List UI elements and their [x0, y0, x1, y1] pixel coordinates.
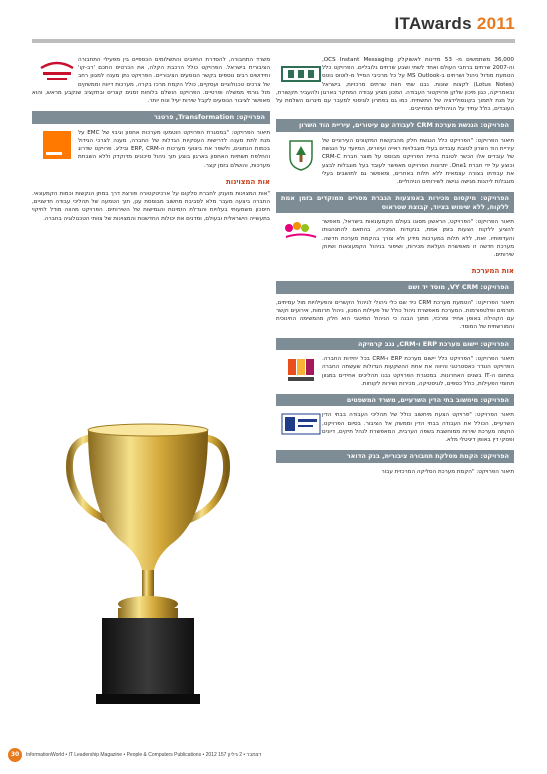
strauss-logo: [283, 220, 319, 242]
justice-ministry-emblem: [281, 413, 321, 435]
system-award-heading: אות המערכת: [471, 267, 514, 276]
section-title-hod-hasharon: הפרויקט: הנגשת מערכת CRM לעבודה עם עיטורים, עיריית הוד השרון: [276, 119, 514, 132]
right-column: [276, 56, 514, 482]
orange-logo: [43, 131, 71, 159]
section-text-strauss: תיאור הפרויקט: "הפרויקט, הראשון מסוגו בעולם הקמעונאות בישראל, מאפשר להציע ללקוח הצעות בזמן אמת, בנקודות המכירה, בהתאם להתנהגותו והעדפותיו. זאת, ללא תלות במערכות מידע ולא צורך בהקמת מערכת חדשה. מערכת חדשה זו מאפשרת העלאת מכירות, ושיפור בניהול הקמעונאות ושיווק שירותים.: [322, 219, 514, 258]
strauss-logo-box: [280, 220, 322, 242]
section-text-negev-ceramics: תיאור הפרויקט: "הפרויקט כלל יישום מערכת ERP ו-CRM בכל יחידות החברה. הפרויקט הוגדר כאסטרטגי והיווה את אחת ההשקעות הגדולות שעשתה החברה בתחום ה-IT בשנים האחרונות. במסגרת הפרויקט נבנו תהליכים אחידים במגוון תחומי הפעילות, כולל כספים, לוגיסטיקה, מכירות ושירות לקוחות.: [322, 356, 515, 387]
trophy-icon: [62, 420, 234, 720]
section-title-partner: הפרויקט: Transformation, פרטנר: [32, 111, 270, 124]
magazine-brand: [395, 14, 515, 34]
tnuva-logo-box: [280, 64, 322, 84]
hod-hasharon-logo-box: [280, 139, 322, 171]
page-number: 30: [8, 748, 22, 762]
orange-logo-box: [36, 131, 78, 159]
section-text-partner: תיאור הפרויקט: "במסגרת הפרויקט הוטמעו מערכות אחסון וגיבוי של EMC על מנת לתת מענה לדרישות העסקיות הגדלות של החברה, מענה לצרכי הגידול בכמות הנתונים, ולשפר את ביצועי מערכות ה-ERP, CRM וביליג. פרויקט שדרוג והחלפת תשתיות האחסון בארגון בוצע תוך ניהול סיכונים מדוקדק וללא השבתת מערכות, והושלם בזמן קצר.: [78, 129, 270, 169]
footer-text: InformationWorld • IT Leadership Magazine • People & Computers Publications • 2012 דצמבר • 2 גיליון 157: [26, 752, 262, 758]
left-intro-text: משרד התחבורה, להסדרת החיובים והתשלומים הכספיים בין מפעילי התחבורה הציבורית בישראל. הפרויקט כולל הרכבת הקלה, את הכרטיס החכם 'רב-קו' וחידושים רבים נוספים בקשר הנוסעים הציבוריים. הפרויקט נתן מענה למגוון רחב של צרכים טכנולוגיים ועסקיים, כולל הקמת מרכז בקרה, מערכות דיווח וממשקים מול גורמי ממשלה ופרטיים. הפרויקט הושלם בלוחות זמנים קצרים ובתקציב שנקבע מראש, והוא מאפשר לציבור הנוסעים לקבל שירות יעיל ונוח יותר.: [32, 57, 270, 105]
section-text-justice-ministry: תיאור הפרויקט: "פרויקט הצעת מיחשוב כולל של תהליכי העבודה בבתי הדין השרעיים, הכולל את העבודה בבתי הדין וממשק אל הציבור. בסיום הפרויקט, הוקמה מערכת שירות ממוחשבת בשפה הערבית, המאפשרת לנהל תיקים, דיונים ופסקי דין באופן דיגיטלי מלא.: [322, 412, 514, 444]
negev-ceramics-logo-box: [280, 357, 322, 383]
tnuva-logo: [281, 64, 321, 84]
section-title-justice-ministry: הפרויקט: מיחשוב בתי הדין השרעיים, משרד המשפטים: [276, 394, 514, 407]
justice-ministry-logo-box: [280, 413, 322, 435]
israel-post-bank-logo-box: [36, 58, 78, 84]
section-title-strauss: הפרויקט: מיקסום מכירות באמצעות הגברת מסרים ממוקדים בזמן אמת ללקוח, ללא שימוש בציוד, קבוצת שטראוס: [276, 192, 514, 213]
brand-year: 2011: [476, 14, 515, 33]
excellence-award-heading: אות המצוינות: [226, 177, 270, 186]
section-text-hod-hasharon: תיאור הפרויקט: "הפרויקט כלל הנגשת חלק מהבקשות המקוונים העירוניים של עיריית הוד השרון לטובת עובדים בעלי מוגבלויות ראייה ועיוורים, המיועד על הנגשת של עובדים אלו הכשר לטובת בריית הפרויקט מבוסס על מוצר חברת CRM-C וכוצע על ידי חברת One1. יתרונות הפרויקט מאפשר לעובד בעל מוגבלות לבצע את עבודתו בצורה עצמאית ללא תלות באחרים, ומאפשר גם לתושבים בעלי מוגבלות ליהנות מגישה נגישה לשירותים הניהוליים.: [322, 137, 514, 185]
negev-ceramics-logo: [286, 357, 316, 383]
section-title-post-bank: הפרויקט: הקמת מסלקת תחבורה ציבורית, בנק הדואר: [276, 450, 514, 463]
page-header: [0, 10, 547, 40]
hod-hasharon-emblem: [288, 139, 314, 171]
right-intro-text: 36,000 משתמשים מ- 53 מדינות לאשוקלק OCS Instant Messaging, וה-2007 שרתים ברחבי העולם ואחד לשתי ושבע שרתים גלובליים. הפרויקט כלל הטמעת מודול ניהול ושרתים ב-MS Outlook על כל מרכיבי המייל מ-לוטוס נוטס (Lotus Notes) לקצות שונות. נבנו שתי חוות שרתים מרכזיות, בישראל ובאמריקה, כגון מיכון שלקן פרויקטור העבודה. המכון מציע עבודה המחקר בארגון ולהעביר תקשורת, על מנת לתמוך בקונסולידציה של התשתית. כמו גם בפתרון לוגיסטי למעבר עם מיגרום השלמת על העובדים, כולל עתיד על הניהוליים המחייבים.: [276, 57, 514, 113]
section-text-post-bank: תיאור הפרויקט: "הקמת מערכת הסליקה המרכזית עבור: [381, 468, 514, 475]
header-divider: [32, 39, 515, 43]
page-footer: [0, 748, 547, 762]
israel-post-bank-logo: [37, 58, 77, 84]
brand-name: ITAwards: [394, 14, 472, 33]
section-text-yad-vashem: תיאור הפרויקט: "הטמעת מערכת CRM כיד שם כלי ניהולי לניהול הקשרים והפעילויות מול עמיתים, תורמים ופלטפורמות. המערכת מאפשרת ניהול כולל של פעילות המכון, ניהול תרומות, אירועים וקשר עם הקהילה באופן אחיד ומרכזי, מתוך הבנה כי הניהול המיטבי הוא חלק מהמשימה החינוכית והמורשתית של המוסד.: [276, 299, 514, 331]
section-text-excellence: "אות המצוינות מוענק לחברת סלקום על ארכיטקטורה פורצת דרך במתן הנקשות וכמות הקמעונאי. החברה ביצעה מעבר מלא לסביבת מחשוב מבוססת ענן, תוך הטמעה של תהליכי עבודה חדשניים, חיסכון משמעותי בעלויות והגדלת הזמינות והגמישות של השירותים. הפרויקט מהווה מודל לחיקוי בתעשייה הישראלית ובעולם, ומדגים את יכולות החדשנות והמצוינות של צוותי הטכנולוגיה בחברה.: [32, 190, 270, 222]
trophy-image: [62, 420, 234, 720]
left-column: [32, 56, 270, 229]
section-title-negev-ceramics: הפרויקט: יישום מערכת ERP ו-CRM, נגב קרמיקה: [276, 338, 514, 351]
section-title-yad-vashem: הפרויקט: VY CRM, מוסד יד ושם: [276, 281, 514, 294]
